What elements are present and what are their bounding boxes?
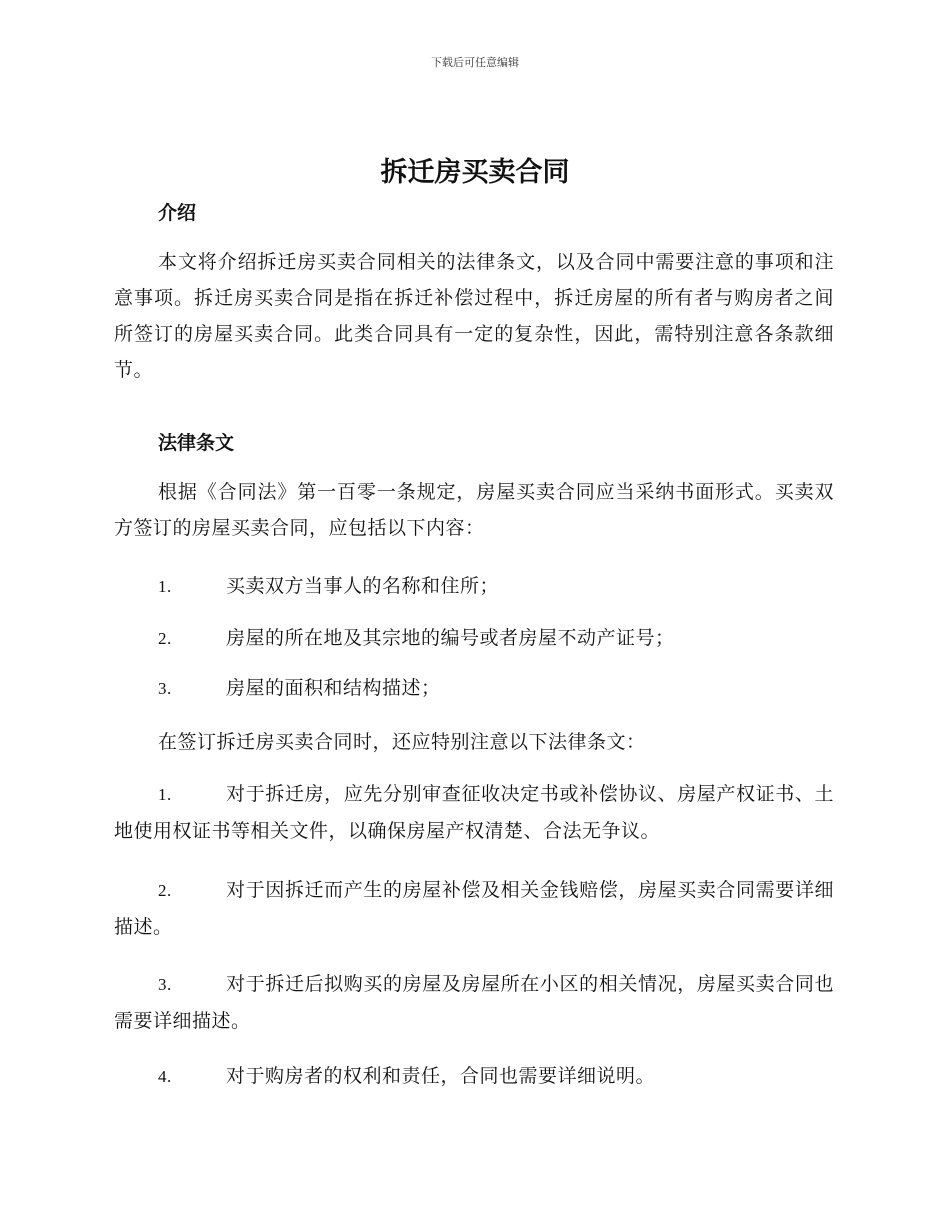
list-number: 3.	[158, 975, 172, 994]
law-paragraph-2: 在签订拆迁房买卖合同时，还应特别注意以下法律条文：	[158, 731, 646, 753]
list-text: 房屋的面积和结构描述；	[226, 677, 441, 699]
list-text: 买卖双方当事人的名称和住所；	[226, 575, 500, 597]
list-text: 对于购房者的权利和责任，合同也需要详细说明。	[226, 1065, 656, 1087]
list2-item-2	[114, 872, 834, 945]
law-paragraph-1: 根据《合同法》第一百零一条规定，房屋买卖合同应当采纳书面形式。买卖双方签订的房屋买卖合同，应包括以下内容：	[114, 481, 834, 539]
document-title: 拆迁房买卖合同	[380, 157, 570, 188]
list2-item-4	[114, 1058, 834, 1095]
list-text: 对于拆迁房，应先分别审查征收决定书或补偿协议、房屋产权证书、土地使用权证书等相关文件，以确保房屋产权清楚、合法无争议。	[114, 783, 834, 842]
list-number: 3.	[158, 679, 172, 698]
list-number: 2.	[158, 629, 172, 648]
section-heading-intro: 介绍	[158, 202, 197, 224]
list-text: 对于因拆迁而产生的房屋补偿及相关金钱赔偿，房屋买卖合同需要详细描述。	[114, 879, 834, 938]
intro-paragraph: 本文将介绍拆迁房买卖合同相关的法律条文，以及合同中需要注意的事项和注意事项。拆迁房买卖合同是指在拆迁补偿过程中，拆迁房屋的所有者与购房者之间所签订的房屋买卖合同。此类合同具有一定的复杂性，因此，需特别注意各条款细节。	[114, 251, 834, 381]
list1-item-2	[114, 618, 834, 659]
list1-item-3	[114, 668, 834, 709]
list1-item-1	[114, 566, 834, 607]
list-number: 2.	[158, 881, 172, 900]
list2-item-1	[114, 776, 834, 849]
list-number: 1.	[158, 785, 172, 804]
list-number: 1.	[158, 577, 172, 596]
list-text: 对于拆迁后拟购买的房屋及房屋所在小区的相关情况，房屋买卖合同也需要详细描述。	[114, 973, 834, 1032]
list-text: 房屋的所在地及其宗地的编号或者房屋不动产证号；	[226, 627, 675, 649]
list2-item-3	[114, 966, 834, 1039]
header-note: 下载后可任意编辑	[431, 56, 519, 69]
section-heading-law: 法律条文	[158, 432, 235, 454]
list-number: 4.	[158, 1067, 172, 1086]
